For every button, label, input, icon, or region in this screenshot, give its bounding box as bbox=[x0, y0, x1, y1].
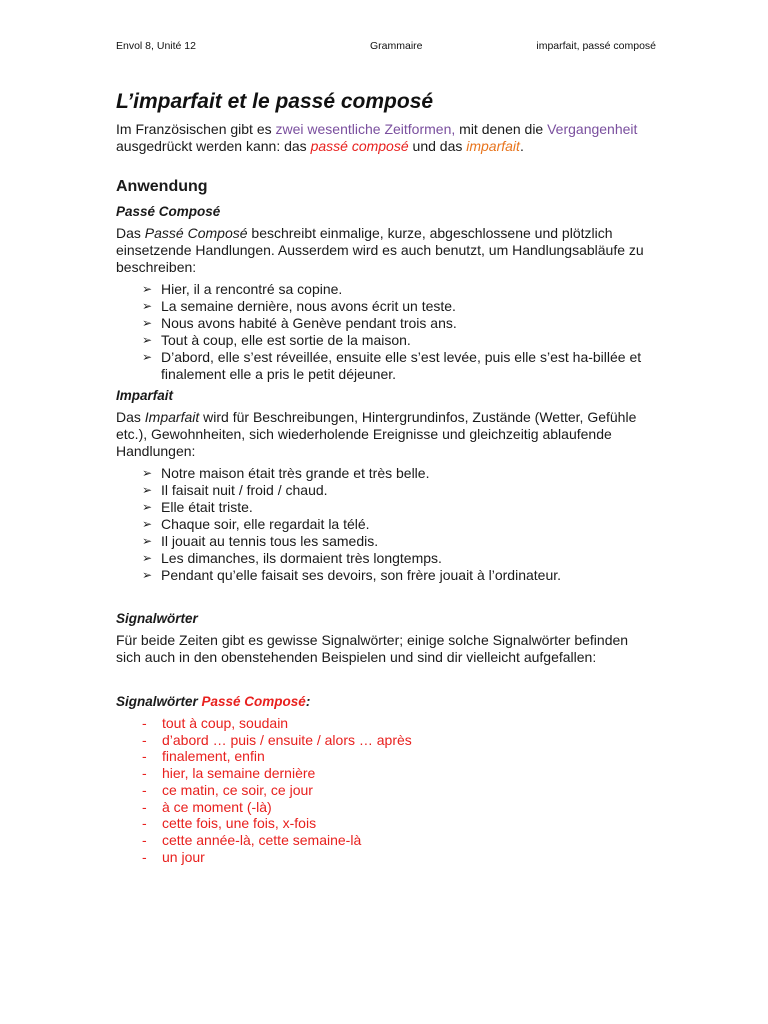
list-item bbox=[142, 332, 656, 349]
dash-bullet-icon: - bbox=[142, 715, 147, 731]
signal-word: cette année-là, cette semaine-là bbox=[162, 831, 362, 848]
dash-bullet-icon: - bbox=[142, 765, 147, 782]
dash-bullet-icon: - bbox=[142, 731, 147, 748]
dash-bullet-icon: - bbox=[142, 798, 147, 815]
arrow-bullet-icon: ➢ bbox=[142, 534, 153, 548]
signal-word: d’abord … puis / ensuite / alors … après bbox=[162, 731, 412, 748]
list-item bbox=[142, 748, 656, 765]
list-item bbox=[142, 465, 656, 482]
sw-pc-heading-red: Passé Composé bbox=[201, 694, 306, 709]
header-right: imparfait, passé composé bbox=[536, 40, 656, 52]
intro-text-5: . bbox=[519, 138, 524, 154]
imparfait-examples bbox=[116, 465, 656, 584]
passe-compose-paragraph bbox=[116, 225, 656, 276]
example-text: Il faisait nuit / froid / chaud. bbox=[161, 482, 328, 498]
intro-highlight-imparfait: imparfait bbox=[466, 138, 520, 154]
list-item bbox=[142, 782, 656, 799]
document-content bbox=[116, 84, 656, 865]
sw-pc-heading-text-2: : bbox=[305, 694, 311, 709]
arrow-bullet-icon: ➢ bbox=[142, 551, 153, 565]
subheading-passe-compose: Passé Composé bbox=[116, 204, 221, 219]
list-item bbox=[142, 533, 656, 550]
intro-text-2: mit denen die bbox=[455, 121, 548, 137]
arrow-bullet-icon: ➢ bbox=[142, 568, 153, 582]
intro-highlight-zeitformen: zwei wesentliche Zeitformen, bbox=[275, 121, 456, 137]
example-text: Pendant qu’elle faisait ses devoirs, son frère jouait à l’ordinateur. bbox=[161, 567, 562, 583]
pc-para-italic: Passé Composé bbox=[144, 225, 248, 241]
example-text: Hier, il a rencontré sa copine. bbox=[161, 281, 343, 297]
signalwoerter-passe-compose-list bbox=[116, 715, 656, 865]
list-item bbox=[142, 832, 656, 849]
example-text: La semaine dernière, nous avons écrit un teste. bbox=[161, 298, 456, 314]
intro-text-3: ausgedrückt werden kann: das bbox=[116, 138, 311, 154]
dash-bullet-icon: - bbox=[142, 748, 147, 765]
example-text: Tout à coup, elle est sortie de la maison. bbox=[161, 332, 411, 348]
intro-highlight-vergangenheit: Vergangenheit bbox=[547, 121, 638, 137]
intro-text-4: und das bbox=[408, 138, 467, 154]
example-text: Les dimanches, ils dormaient très longtemps. bbox=[161, 550, 442, 566]
page-header bbox=[116, 40, 656, 54]
dash-bullet-icon: - bbox=[142, 815, 147, 832]
subheading-imparfait: Imparfait bbox=[116, 388, 174, 403]
intro-highlight-passe-compose: passé composé bbox=[310, 138, 409, 154]
list-item bbox=[142, 815, 656, 832]
example-text: Chaque soir, elle regardait la télé. bbox=[161, 516, 370, 532]
list-item bbox=[142, 799, 656, 816]
list-item bbox=[142, 715, 656, 732]
arrow-bullet-icon: ➢ bbox=[142, 316, 153, 330]
arrow-bullet-icon: ➢ bbox=[142, 517, 153, 531]
passe-compose-examples bbox=[116, 281, 656, 383]
signal-word: cette fois, une fois, x-fois bbox=[162, 815, 317, 832]
list-item bbox=[142, 732, 656, 749]
imp-para-text-2: wird für Beschreibungen, Hintergrundinfos, Zustände (Wetter, Gefühle etc.), Gewohnheiten, sich wiederholende Ereignisse und gleichzeitig ablaufende Handlungen: bbox=[116, 409, 637, 459]
pc-para-text-1: Das bbox=[116, 225, 145, 241]
imparfait-paragraph bbox=[116, 409, 656, 460]
header-center: Grammaire bbox=[370, 40, 423, 52]
arrow-bullet-icon: ➢ bbox=[142, 466, 153, 480]
imp-para-italic: Imparfait bbox=[144, 409, 200, 425]
signal-word: finalement, enfin bbox=[162, 748, 265, 765]
list-item bbox=[142, 281, 656, 298]
signalwoerter-paragraph: Für beide Zeiten gibt es gewisse Signalwörter; einige solche Signalwörter befinden sich auch in den obenstehenden Beispielen und sind dir vielleicht aufgefallen: bbox=[116, 632, 629, 665]
signal-word: tout à coup, soudain bbox=[162, 715, 289, 731]
arrow-bullet-icon: ➢ bbox=[142, 282, 153, 296]
signal-word: un jour bbox=[162, 848, 205, 865]
pc-para-text-2: beschreibt einmalige, kurze, abgeschlossene und plötzlich einsetzende Handlungen. Ausserdem wird es auch benutzt, um Handlungsabläufe zu beschreiben: bbox=[116, 225, 644, 275]
list-item bbox=[142, 315, 656, 332]
example-text: Notre maison était très grande et très belle. bbox=[161, 465, 430, 481]
intro-paragraph bbox=[116, 121, 656, 155]
list-item bbox=[142, 298, 656, 315]
arrow-bullet-icon: ➢ bbox=[142, 350, 153, 364]
list-item bbox=[142, 349, 656, 383]
arrow-bullet-icon: ➢ bbox=[142, 500, 153, 514]
header-left: Envol 8, Unité 12 bbox=[116, 40, 196, 52]
list-item bbox=[142, 849, 656, 866]
subheading-signalwoerter-passe-compose bbox=[116, 693, 656, 710]
section-heading-anwendung: Anwendung bbox=[116, 178, 208, 195]
subheading-signalwoerter: Signalwörter bbox=[116, 611, 198, 626]
example-text: Elle était triste. bbox=[161, 499, 253, 515]
sw-pc-heading-text-1: Signalwörter bbox=[116, 694, 202, 709]
signal-word: à ce moment (-là) bbox=[162, 798, 272, 815]
signal-word: hier, la semaine dernière bbox=[162, 765, 316, 782]
list-item bbox=[142, 516, 656, 533]
list-item bbox=[142, 765, 656, 782]
dash-bullet-icon: - bbox=[142, 781, 147, 798]
dash-bullet-icon: - bbox=[142, 831, 147, 848]
example-text: Il jouait au tennis tous les samedis. bbox=[161, 533, 379, 549]
intro-text-1: Im Französischen gibt es bbox=[116, 121, 276, 137]
example-text: D’abord, elle s’est réveillée, ensuite elle s’est levée, puis elle s’est ha-billée et finalement elle a pris le petit déjeuner. bbox=[161, 349, 642, 382]
list-item bbox=[142, 567, 656, 584]
arrow-bullet-icon: ➢ bbox=[142, 333, 153, 347]
example-text: Nous avons habité à Genève pendant trois ans. bbox=[161, 315, 457, 331]
signal-word: ce matin, ce soir, ce jour bbox=[162, 781, 313, 798]
dash-bullet-icon: - bbox=[142, 848, 147, 865]
imp-para-text-1: Das bbox=[116, 409, 145, 425]
list-item bbox=[142, 499, 656, 516]
list-item bbox=[142, 482, 656, 499]
list-item bbox=[142, 550, 656, 567]
arrow-bullet-icon: ➢ bbox=[142, 483, 153, 497]
page-title: L’imparfait et le passé composé bbox=[116, 90, 434, 113]
arrow-bullet-icon: ➢ bbox=[142, 299, 153, 313]
